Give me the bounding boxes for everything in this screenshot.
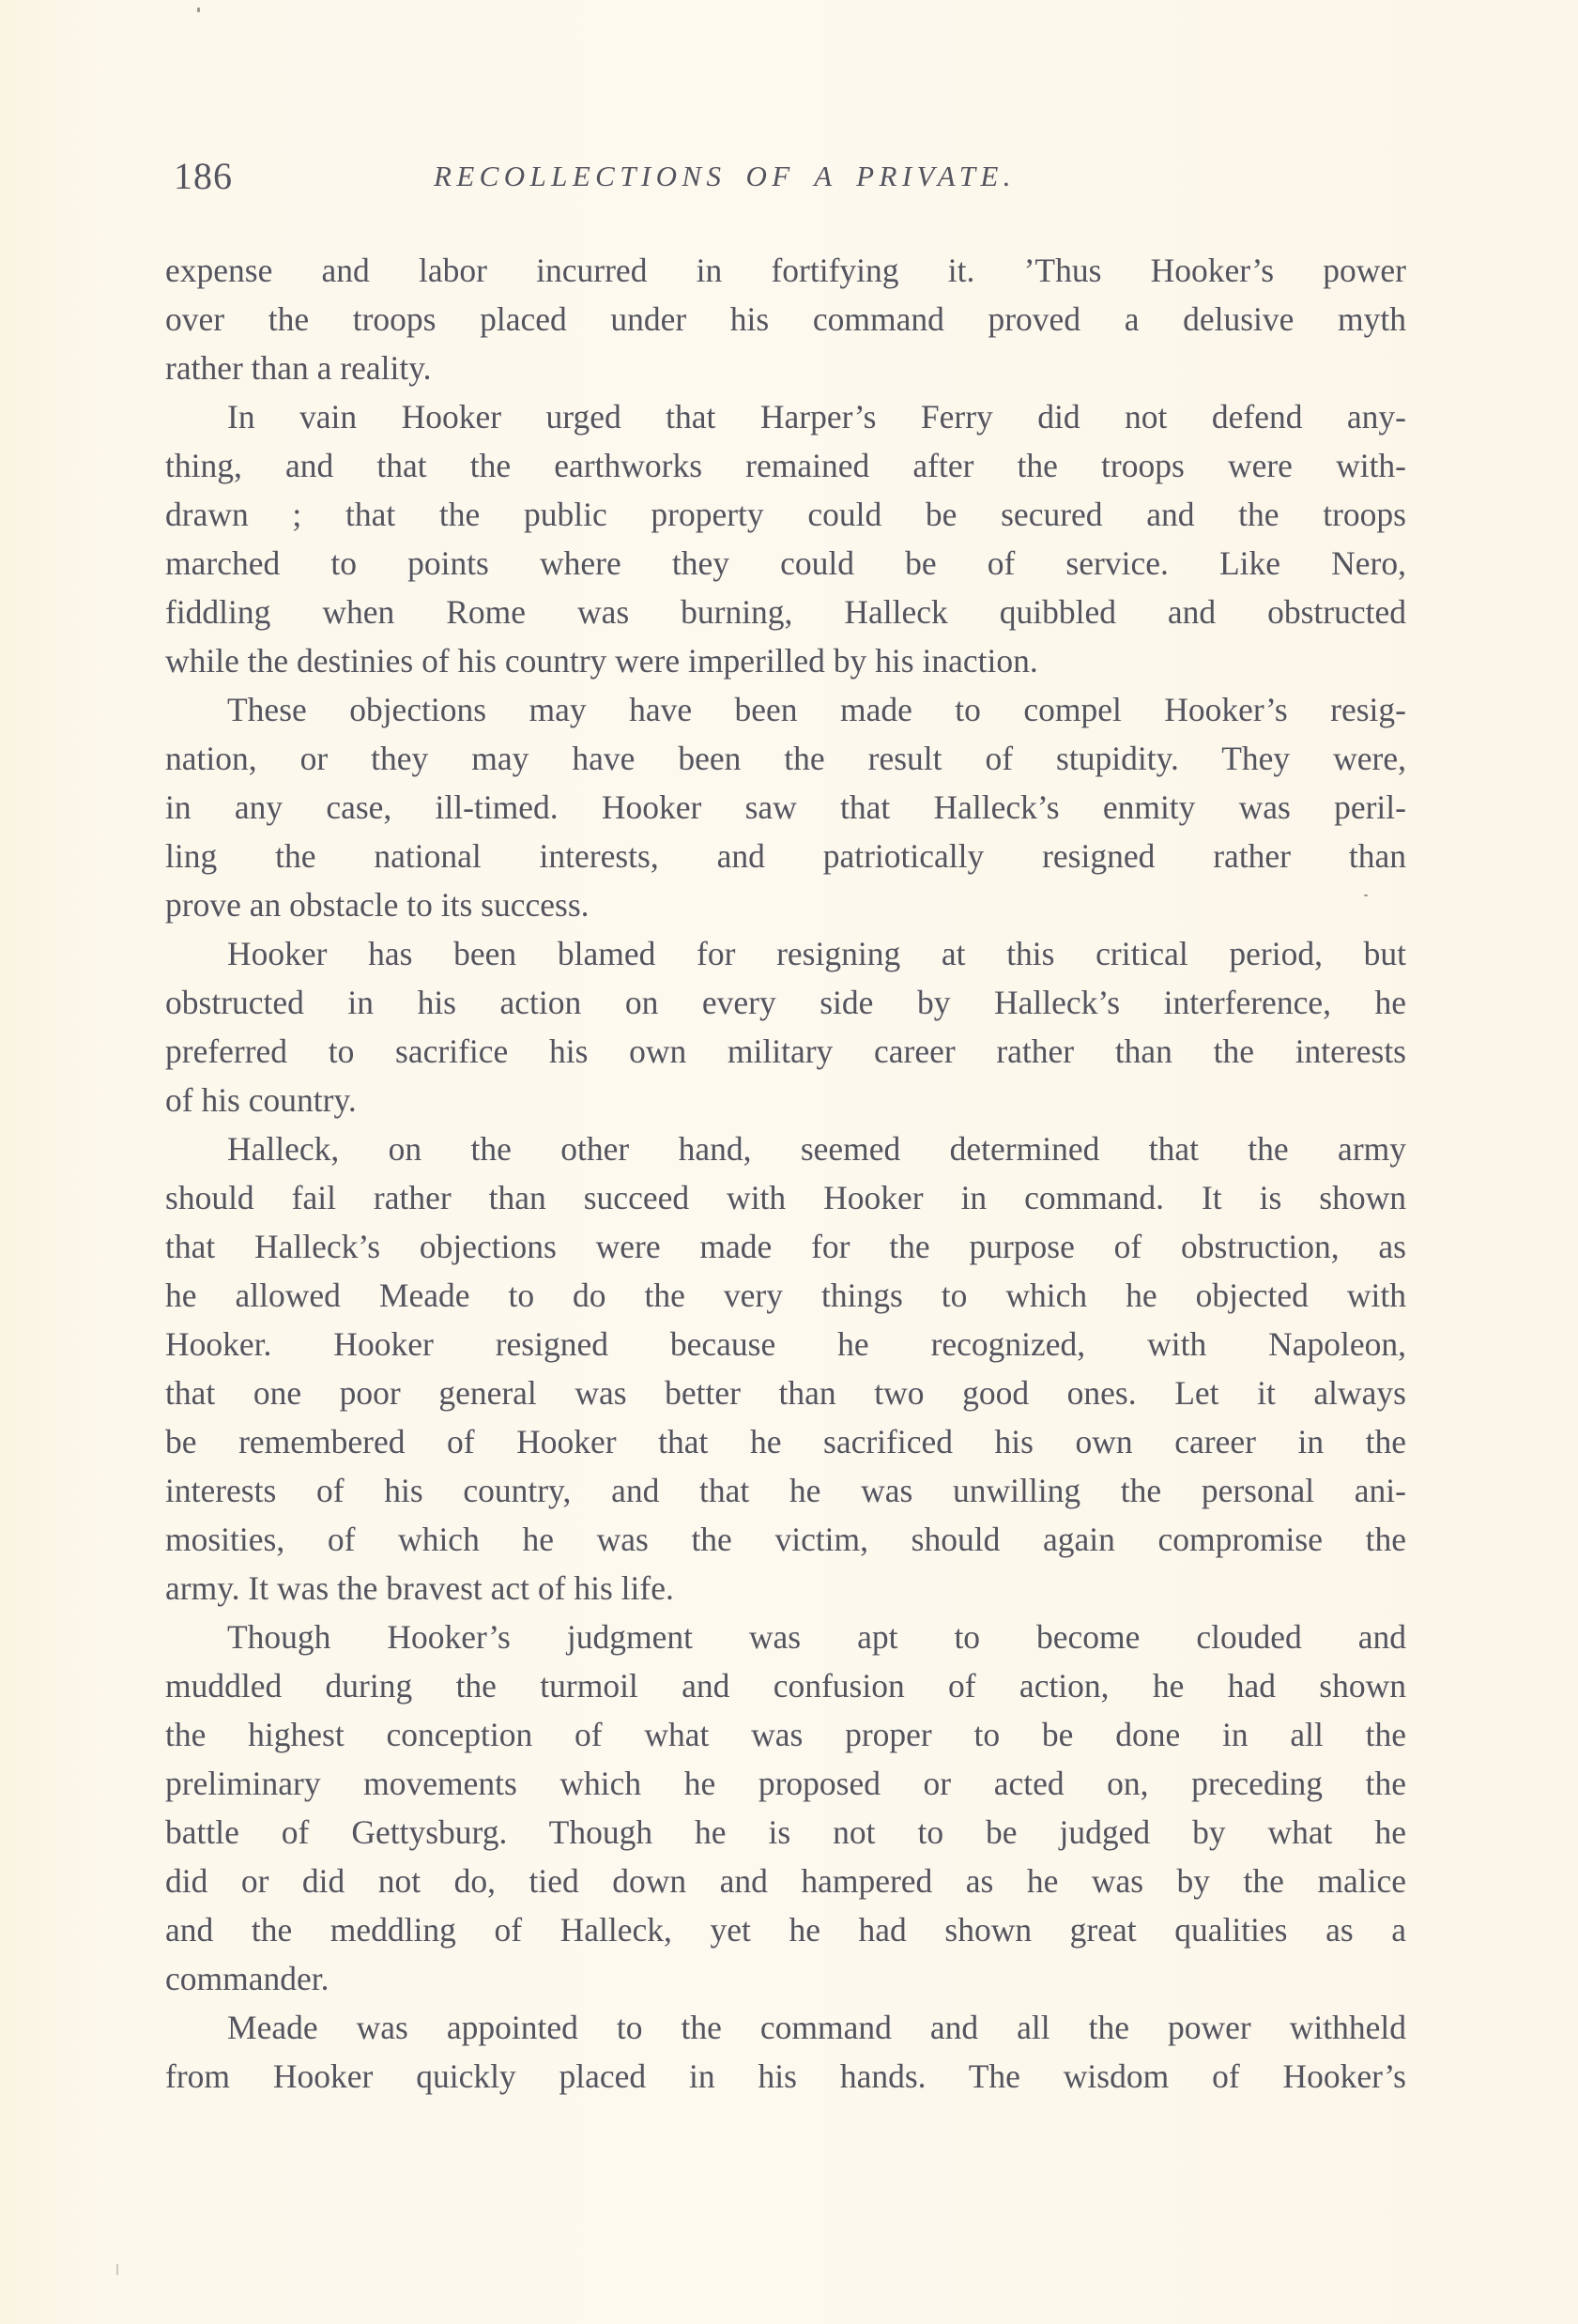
scan-speck bbox=[197, 8, 200, 12]
scan-speck bbox=[116, 2264, 118, 2275]
text-line: that Halleck’s objections were made for the purpose of obstruction, as bbox=[165, 1228, 1406, 1265]
text-line: of his country. bbox=[165, 1081, 357, 1119]
text-line: Halleck, on the other hand, seemed determined that the army bbox=[227, 1130, 1406, 1168]
text-line: rather than a reality. bbox=[165, 349, 432, 387]
text-line: ling the national interests, and patriotically resigned rather than bbox=[165, 837, 1406, 875]
text-line: battle of Gettysburg. Though he is not to be judged by what he bbox=[165, 1813, 1406, 1851]
text-line: preliminary movements which he proposed or acted on, preceding the bbox=[165, 1765, 1406, 1802]
text-line: nation, or they may have been the result of stupidity. They were, bbox=[165, 740, 1406, 777]
text-line: drawn ; that the public property could be secured and the troops bbox=[165, 496, 1406, 533]
text-line: he allowed Meade to do the very things to which he objected with bbox=[165, 1277, 1406, 1314]
text-line: interests of his country, and that he was unwilling the personal ani- bbox=[165, 1472, 1406, 1509]
body-text bbox=[165, 246, 1406, 2101]
text-line: the highest conception of what was proper to be done in all the bbox=[165, 1716, 1406, 1753]
text-line: in any case, ill-timed. Hooker saw that Halleck’s enmity was peril- bbox=[165, 788, 1406, 826]
text-line: These objections may have been made to compel Hooker’s resig- bbox=[227, 691, 1406, 728]
paragraph bbox=[165, 929, 1406, 1124]
paragraph bbox=[165, 392, 1406, 685]
text-line: prove an obstacle to its success. bbox=[165, 886, 590, 924]
text-line: muddled during the turmoil and confusion of action, he had shown bbox=[165, 1667, 1406, 1705]
text-line: commander. bbox=[165, 1960, 329, 1997]
text-line: expense and labor incurred in fortifying it. ’Thus Hooker’s power bbox=[165, 252, 1406, 289]
text-line: while the destinies of his country were imperilled by his inaction. bbox=[165, 642, 1038, 680]
text-line: In vain Hooker urged that Harper’s Ferry did not defend any- bbox=[227, 398, 1406, 436]
text-line: from Hooker quickly placed in his hands. The wisdom of Hooker’s bbox=[165, 2057, 1406, 2095]
paragraph bbox=[165, 1124, 1406, 1613]
text-line: and the meddling of Halleck, yet he had shown great qualities as a bbox=[165, 1911, 1406, 1949]
text-line: over the troops placed under his command proved a delusive myth bbox=[165, 300, 1406, 338]
paragraph bbox=[165, 685, 1406, 929]
text-line: Hooker. Hooker resigned because he recognized, with Napoleon, bbox=[165, 1325, 1406, 1363]
running-head bbox=[165, 150, 1414, 206]
text-line: that one poor general was better than two good ones. Let it always bbox=[165, 1374, 1406, 1412]
text-line: should fail rather than succeed with Hooker in command. It is shown bbox=[165, 1179, 1406, 1216]
text-line: preferred to sacrifice his own military career rather than the interests bbox=[165, 1032, 1406, 1070]
paragraph bbox=[165, 246, 1406, 392]
page-number: 186 bbox=[174, 155, 233, 197]
text-line: Meade was appointed to the command and all the power withheld bbox=[227, 2009, 1406, 2046]
text-line: fiddling when Rome was burning, Halleck quibbled and obstructed bbox=[165, 593, 1406, 631]
paragraph bbox=[165, 2003, 1406, 2101]
text-line: Though Hooker’s judgment was apt to become clouded and bbox=[227, 1618, 1406, 1656]
running-title: RECOLLECTIONS OF A PRIVATE. bbox=[434, 160, 1016, 192]
text-line: mosities, of which he was the victim, should again compromise the bbox=[165, 1521, 1406, 1558]
text-line: thing, and that the earthworks remained after the troops were with- bbox=[165, 447, 1406, 484]
text-line: obstructed in his action on every side by Halleck’s interference, he bbox=[165, 984, 1406, 1021]
text-line: be remembered of Hooker that he sacrificed his own career in the bbox=[165, 1423, 1406, 1460]
paragraph bbox=[165, 1613, 1406, 2003]
text-line: marched to points where they could be of service. Like Nero, bbox=[165, 544, 1406, 582]
text-line: Hooker has been blamed for resigning at this critical period, but bbox=[227, 935, 1406, 972]
text-line: did or did not do, tied down and hampered as he was by the malice bbox=[165, 1862, 1406, 1900]
text-line: army. It was the bravest act of his life. bbox=[165, 1569, 674, 1607]
